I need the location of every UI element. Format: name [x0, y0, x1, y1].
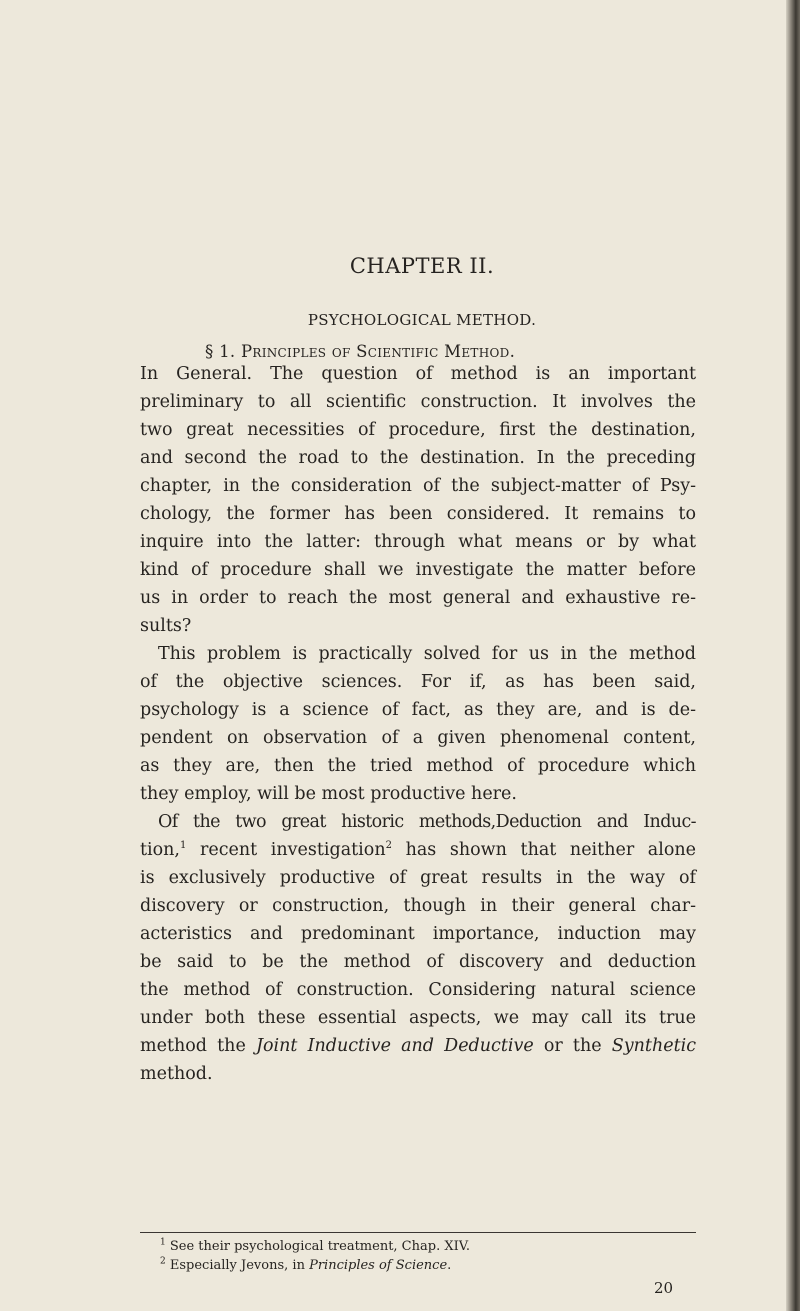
section-heading: [205, 342, 765, 361]
footnote-2: [160, 1257, 451, 1275]
line-text: tion,: [140, 840, 180, 860]
text-line: [140, 836, 696, 864]
line-text: recent investigation: [186, 840, 386, 860]
footnote-rule: [140, 1232, 696, 1233]
paragraph-1-line-1: [140, 360, 696, 388]
text-line: chapter, in the consideration of the subject-matter of Psy-: [140, 476, 696, 496]
text-line: acteristics and predominant importance, induction may: [140, 924, 696, 944]
text-line: us in order to reach the most general and exhaustive re-: [140, 588, 696, 608]
chapter-heading: CHAPTER II.: [349, 254, 495, 278]
footnote-text: .: [447, 1258, 452, 1273]
page-number: 20: [654, 1279, 674, 1297]
text-line: as they are, then the tried method of procedure which: [140, 756, 696, 776]
emphasized-text: Synthetic: [611, 1036, 697, 1056]
footnote-text: See their psychological treatment, Chap. XIV.: [165, 1239, 470, 1254]
text-line: they employ, will be most productive here.: [140, 784, 517, 804]
footnote-book-title: Principles of Science: [309, 1258, 448, 1273]
text-line: discovery or construction, though in their general char-: [140, 896, 696, 916]
text-line: method.: [140, 1064, 213, 1084]
chapter-title: PSYCHOLOGICAL METHOD.: [307, 311, 537, 329]
text-line: two great necessities of procedure, first the destination,: [140, 420, 696, 440]
line-text: method the: [140, 1036, 256, 1056]
text-line: sults?: [140, 616, 192, 636]
text-line: preliminary to all scientific construction. It involves the: [140, 392, 696, 412]
text-line: and second the road to the destination. In the preceding: [140, 448, 696, 468]
text-line: kind of procedure shall we investigate the matter before: [140, 560, 696, 580]
emphasized-text: Joint Inductive and Deductive: [255, 1036, 534, 1056]
text-line: under both these essential aspects, we may call its true: [140, 1008, 696, 1028]
paragraph-2-line-1: This problem is practically solved for us in the method: [158, 644, 696, 664]
line-text: The question of method is an important: [252, 364, 696, 384]
text-line: psychology is a science of fact, as they are, and is de-: [140, 700, 696, 720]
text-line: chology, the former has been considered. It remains to: [140, 504, 696, 524]
text-line: pendent on observation of a given phenomenal content,: [140, 728, 696, 748]
footnote-mark: 2: [160, 1256, 166, 1267]
text-line: [140, 1032, 696, 1060]
footnote-ref-1: 1: [180, 840, 187, 852]
text-line: of the objective sciences. For if, as has been said,: [140, 672, 696, 692]
line-text: has shown that neither alone: [391, 840, 696, 860]
paragraph-3-line-1: Of the two great historic methods,Deduction and Induc-: [158, 812, 696, 832]
footnote-1: [160, 1238, 470, 1256]
footnote-ref-2: 2: [385, 840, 392, 852]
text-line: be said to be the method of discovery and deduction: [140, 952, 696, 972]
text-line: inquire into the latter: through what means or by what: [140, 532, 696, 552]
line-text: or the: [533, 1036, 612, 1056]
footnote-text: Especially Jevons, in: [165, 1258, 310, 1273]
paragraph-lead: In General.: [140, 364, 253, 384]
footnote-mark: 1: [160, 1237, 166, 1248]
section-symbol: § 1.: [205, 342, 236, 361]
text-line: is exclusively productive of great results in the way of: [140, 868, 696, 888]
text-line: the method of construction. Considering natural science: [140, 980, 696, 1000]
section-heading-text: Principles of Scientific Method.: [240, 342, 516, 361]
